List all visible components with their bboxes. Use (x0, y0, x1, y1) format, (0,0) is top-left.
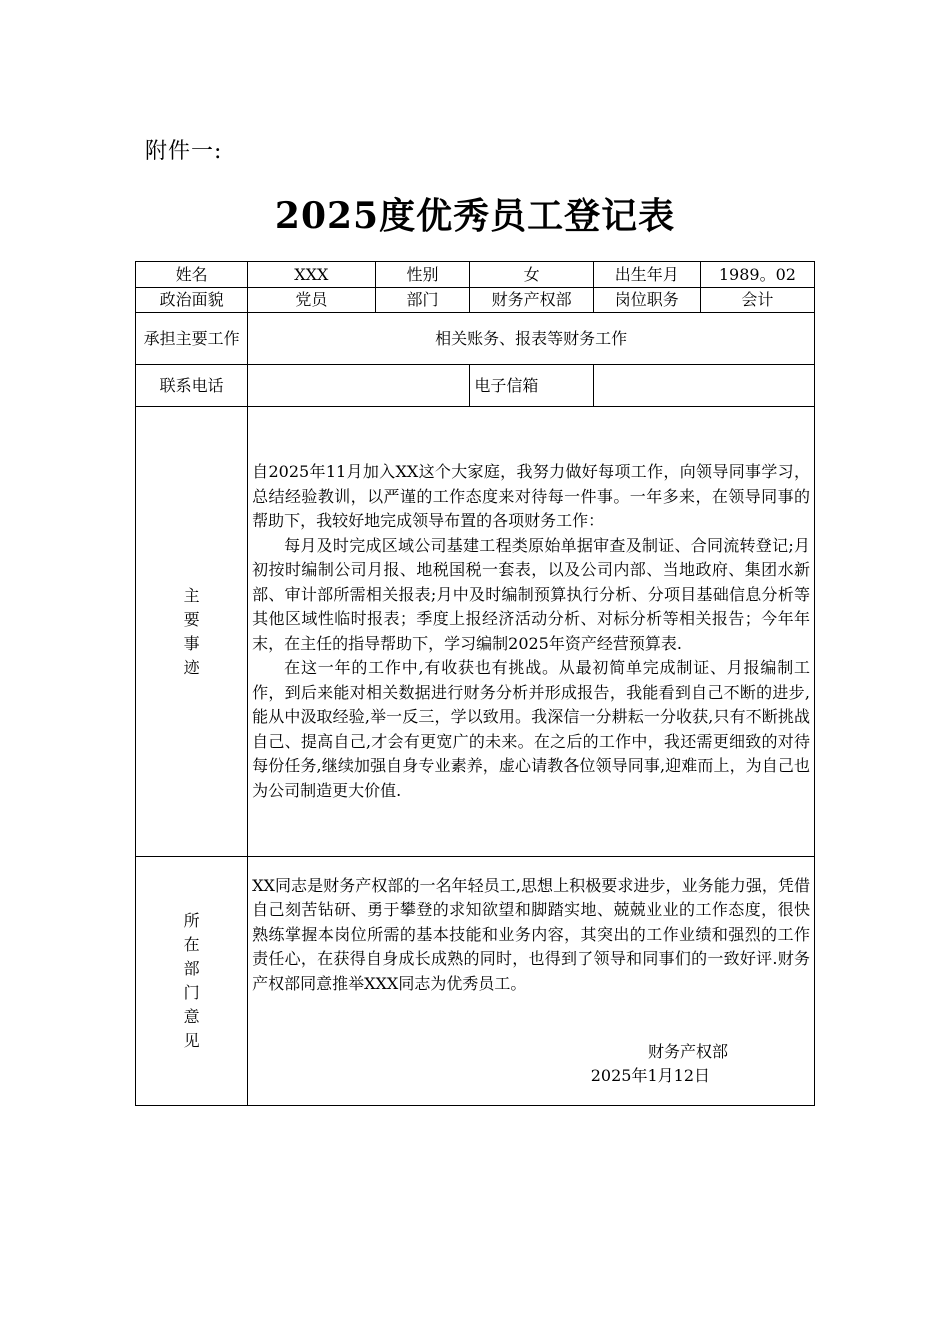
email-value[interactable] (593, 365, 814, 407)
dept-opinion-label-char: 门 (183, 983, 200, 1002)
form-row-achievements (136, 407, 815, 857)
dept-opinion-label-char: 部 (183, 959, 200, 978)
signature-block (252, 1040, 810, 1088)
form-row-contact (136, 365, 815, 407)
dept-opinion-label-char: 在 (183, 935, 200, 954)
signature-dept: 财务产权部 (647, 1042, 728, 1062)
email-label: 电子信箱 (470, 365, 593, 407)
achievements-label-char: 要 (183, 609, 200, 629)
dept-opinion-label-char: 所 (183, 911, 200, 930)
achievements-paragraph: 在这一年的工作中,有收获也有挑战。从最初简单完成制证、月报编制工作，到后来能对相关数据进行财务分析并形成报告，我能看到自己不断的进步,能从中汲取经验,举一反三，学以致用。我深信一分耕耘一分收获,只有不断挑战自己、提高自己,才会有更宽广的未来。在之后的工作中，我还需更细致的对待每份任务,继续加强自身专业素养，虚心请教各位领导同事,迎难而上，为自己也为公司制造更大价值. (252, 658, 810, 800)
registration-form-table (135, 261, 815, 1106)
position-label: 岗位职务 (593, 288, 700, 313)
phone-value[interactable] (248, 365, 470, 407)
dept-opinion-label-char: 见 (183, 1031, 200, 1050)
page-title: 2025度优秀员工登记表 (274, 195, 676, 237)
dept-opinion-text: XX同志是财务产权部的一名年轻员工,思想上积极要求进步，业务能力强，凭借自己刻苦钻研、勇于攀登的求知欲望和脚踏实地、兢兢业业的工作态度，很快熟练掌握本岗位所需的基本技能和业务内容，其突出的工作业绩和强烈的工作责任心，在获得自身成长成熟的同时，也得到了领导和同事们的一致好评.财务产权部同意推举XXX同志为优秀员工。 (252, 875, 810, 993)
name-label: 姓名 (136, 262, 248, 288)
achievements-content[interactable] (248, 407, 815, 857)
achievements-label-char: 主 (183, 585, 200, 605)
dept-label: 部门 (375, 288, 470, 313)
gender-label: 性别 (375, 262, 470, 288)
dept-opinion-content[interactable] (248, 857, 815, 1106)
achievements-label (136, 407, 248, 857)
form-row-basic-info (136, 262, 815, 288)
achievements-label-char: 迹 (183, 657, 200, 677)
name-value[interactable]: XXX (248, 262, 375, 288)
position-value[interactable]: 会计 (700, 288, 814, 313)
signature-date: 2025年1月12日 (590, 1066, 710, 1086)
political-label: 政治面貌 (136, 288, 248, 313)
birth-label: 出生年月 (593, 262, 700, 288)
birth-value[interactable]: 1989。02 (700, 262, 814, 288)
main-work-label: 承担主要工作 (136, 313, 248, 365)
dept-opinion-label-char: 意 (183, 1007, 200, 1026)
dept-opinion-label (136, 857, 248, 1106)
phone-label: 联系电话 (136, 365, 248, 407)
form-row-main-work (136, 313, 815, 365)
gender-value[interactable]: 女 (470, 262, 593, 288)
main-work-value[interactable]: 相关账务、报表等财务工作 (248, 313, 815, 365)
achievements-label-char: 事 (183, 633, 200, 653)
achievements-paragraph: 每月及时完成区域公司基建工程类原始单据审查及制证、合同流转登记;月初按时编制公司月报、地税国税一套表，以及公司内部、当地政府、集团水新部、审计部所需相关报表;月中及时编制预算执行分析、分项目基础信息分析等其他区域性临时报表；季度上报经济活动分析、对标分析等相关报告；今年年末，在主任的指导帮助下，学习编制2025年资产经营预算表. (252, 535, 810, 653)
form-row-position-info (136, 288, 815, 313)
dept-value[interactable]: 财务产权部 (470, 288, 593, 313)
achievements-paragraph: 自2025年11月加入XX这个大家庭，我努力做好每项工作，向领导同事学习，总结经验教训，以严谨的工作态度来对待每一件事。一年多来，在领导同事的帮助下，我较好地完成领导布置的各项财务工作： (252, 462, 810, 530)
political-value[interactable]: 党员 (248, 288, 375, 313)
attachment-label: 附件一: (145, 139, 223, 164)
form-row-dept-opinion (136, 857, 815, 1106)
